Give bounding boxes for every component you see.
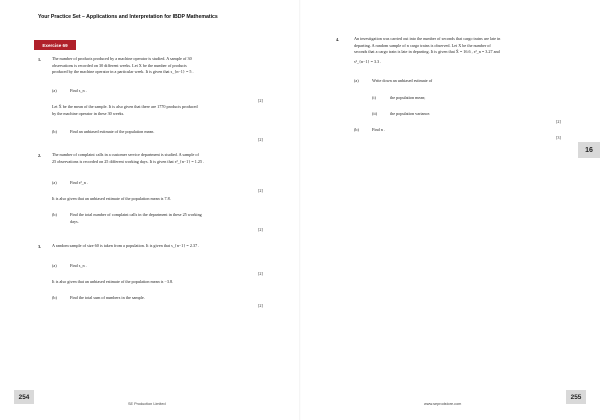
q1a-marks: [2] [258, 98, 263, 103]
q1-number: 1. [38, 57, 42, 62]
q2-text-line1: The number of complaint calls in a customer service department is studied. A sample of [52, 152, 199, 157]
q1a-text: Find s_n . [70, 88, 87, 93]
q4b-marks: [3] [556, 135, 561, 140]
q3a-marks: [2] [258, 271, 263, 276]
q4aii-text: the population variance. [390, 111, 431, 116]
left-footer-text: SE Production Limited [128, 402, 166, 406]
chapter-side-tab: 16 [578, 142, 600, 158]
exercise-badge: Exercise 69 [34, 40, 76, 50]
q3a-text: Find s_n . [70, 263, 87, 268]
q1b-marks: [2] [258, 137, 263, 142]
q4-text-line3: seconds that a cargo train is late in departing. It is given that X̄ = 16.6 , s²_n = 3.27 and [354, 49, 500, 54]
q1-text-line3: produced by the machine operator in a particular week. It is given that s_{n−1} = 5 . [52, 69, 194, 74]
right-page-number: 255 [566, 390, 586, 404]
q4b-label: (b) [354, 127, 359, 132]
q2b-marks: [2] [258, 227, 263, 232]
q4-text-line4: s²_{n−1} = 3.3 . [354, 59, 382, 64]
q2a-marks: [2] [258, 188, 263, 193]
q2-mid-line1: It is also given that an unbiased estimate of the population mean is 7.8. [52, 196, 171, 201]
q3-text-line1: A random sample of size 60 is taken from a population. It is given that s_{n−1} = 2.37 . [52, 243, 200, 248]
q4aii-label: (ii) [372, 111, 378, 116]
q2b-label: (b) [52, 212, 57, 217]
q2a-label: (a) [52, 180, 57, 185]
left-page-number: 254 [14, 390, 34, 404]
q2-text-line2: 25 observations is recorded on 25 different working days. It is given that s²_{n−1} = 1.25 . [52, 158, 205, 164]
q1-text-line2: observations is recorded on 30 different weeks. Let X be the number of products [52, 62, 187, 68]
q3-mid-line1: It is also given that an unbiased estimate of the population mean is −3.8. [52, 279, 174, 284]
page-fold [299, 0, 301, 420]
q4-text-line1: An investigation was carried out into the number of seconds that cargo trains are late in [354, 36, 501, 41]
q4a-text: Write down an unbiased estimate of [372, 78, 433, 83]
q4-number: 4. [336, 37, 340, 42]
page-header-title: Your Practice Set – Applications and Interpretation for IBDP Mathematics [38, 14, 218, 20]
q1b-label: (b) [52, 129, 57, 134]
q2-number: 2. [38, 153, 42, 158]
q4ai-text: the population mean; [390, 95, 426, 100]
q3-number: 3. [38, 244, 42, 249]
q3b-text: Find the total sum of numbers in the sample. [70, 295, 145, 300]
q3b-label: (b) [52, 295, 57, 300]
q1b-text: Find an unbiased estimate of the population mean. [70, 129, 155, 134]
q4a-label: (a) [354, 78, 359, 83]
q4ai-label: (i) [372, 95, 376, 100]
right-footer-text: www.seprodstore.com [424, 402, 462, 406]
q3b-marks: [2] [258, 303, 263, 308]
q1-text-line1: The number of products produced by a machine operator is studied. A sample of 30 [52, 56, 192, 61]
q4a-marks: [2] [556, 119, 561, 124]
q4b-text: Find n . [372, 127, 385, 132]
q3a-label: (a) [52, 263, 57, 268]
q1a-label: (a) [52, 88, 57, 93]
q1-mid-line2: by the machine operator in these 30 weeks. [52, 110, 125, 116]
q2b-text-line1: Find the total number of complaint calls in the department in these 25 working [70, 212, 202, 217]
q4-text-line2: departing. A random sample of n cargo trains is observed. Let X be the number of [354, 42, 491, 48]
q2a-text: Find s²_n . [70, 180, 88, 185]
q2b-text-line2: days. [70, 218, 79, 224]
q1-mid-line1: Let X̄ be the mean of the sample. It is also given that there are 1770 products produced [52, 104, 198, 109]
